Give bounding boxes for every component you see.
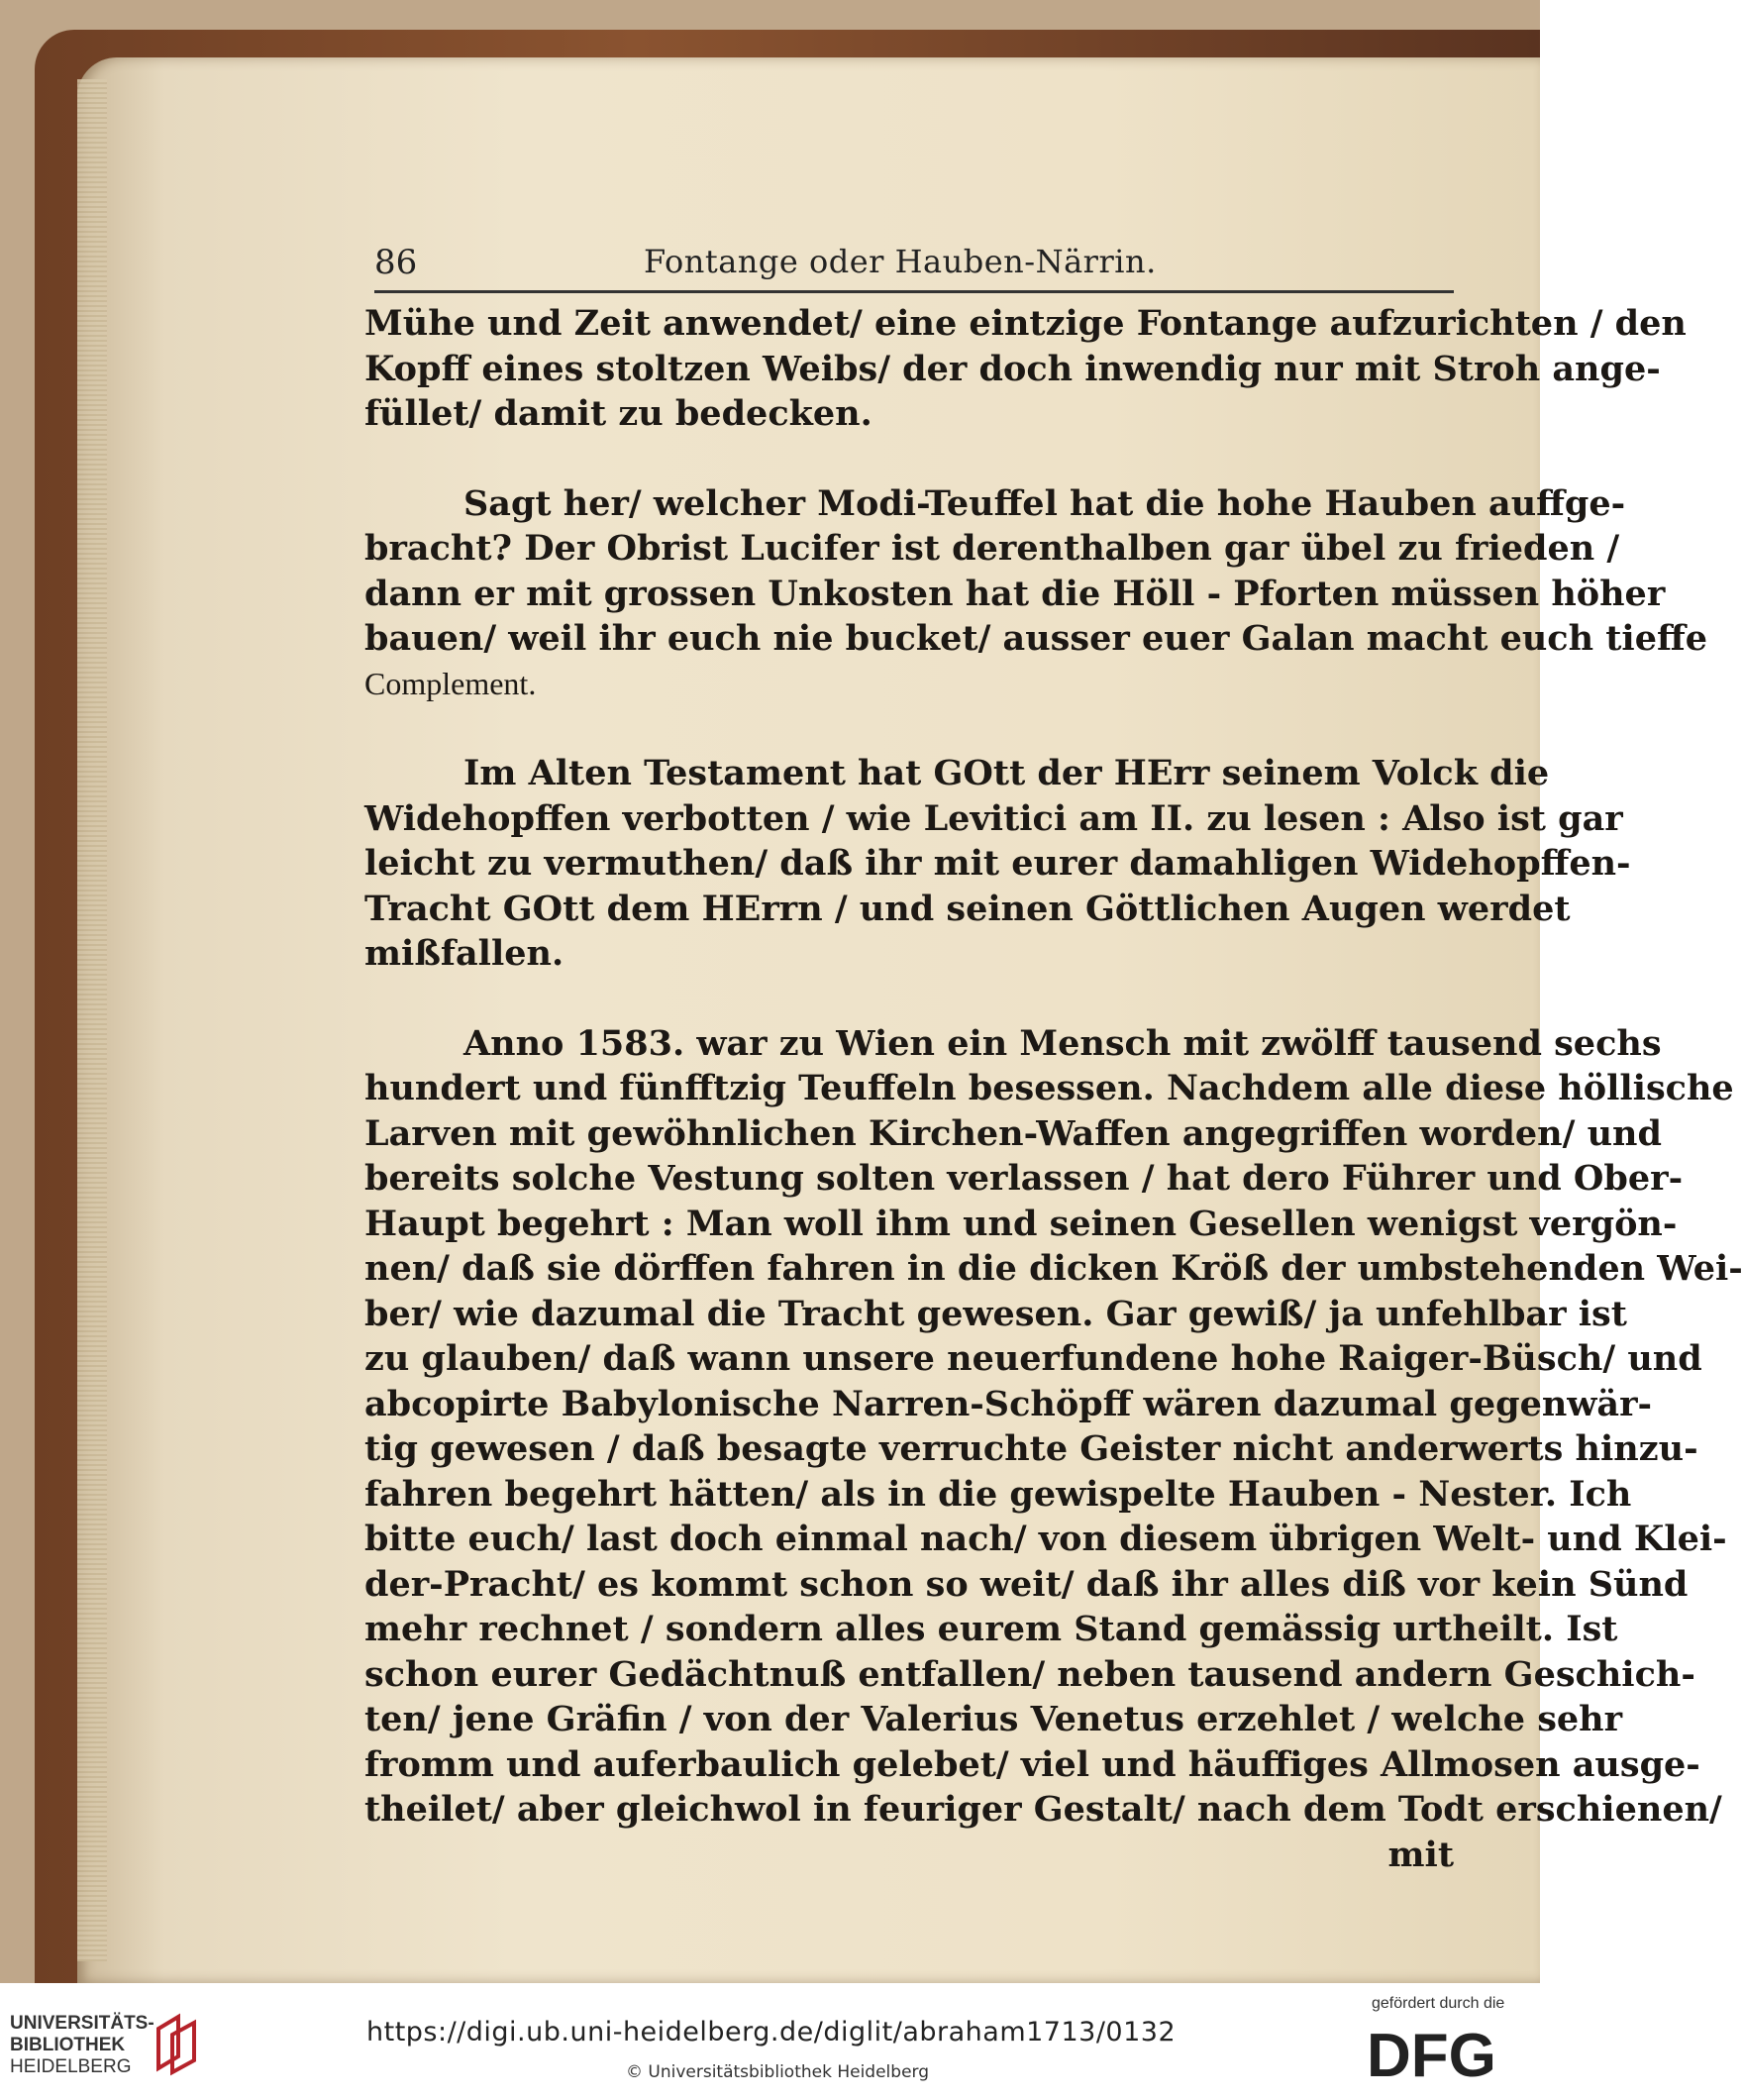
- header-rule: [374, 290, 1454, 293]
- dfg-logo-text: DFG: [1367, 2022, 1496, 2090]
- text-line: zu glauben/ daß wann unsere neuerfundene hohe Raiger-Büsch/ und: [364, 1338, 1702, 1379]
- page-edges: [77, 79, 107, 1961]
- text-line: leicht zu vermuthen/ daß ihr mit eurer damahligen Widehopffen-: [364, 843, 1631, 884]
- text-line: Widehopffen verbotten / wie Levitici am II. zu lesen : Also ist gar: [364, 797, 1623, 839]
- text-line: füllet/ damit zu bedecken.: [364, 393, 872, 434]
- text-line: ber/ wie dazumal die Tracht gewesen. Gar gewiß/ ja unfehlbar ist: [364, 1293, 1627, 1334]
- funding-note: gefördert durch die: [1372, 1995, 1505, 2012]
- library-name-line3: HEIDELBERG: [10, 2056, 132, 2077]
- text-line: theilet/ aber gleichwol in feuriger Gestalt/ nach dem Todt erschienen/: [364, 1789, 1722, 1830]
- text-line: mißfallen.: [364, 933, 564, 974]
- text-line: der-Pracht/ es kommt schon so weit/ daß ihr alles diß vor kein Sünd: [364, 1563, 1689, 1605]
- text-line: tig gewesen / daß besagte verruchte Geister nicht anderwerts hinzu-: [364, 1428, 1698, 1469]
- body-text: [364, 301, 1743, 1877]
- text-line: Tracht GOtt dem HErrn / und seinen Göttlichen Augen werdet: [364, 888, 1571, 929]
- dfg-logo-icon: [1367, 2021, 1525, 2090]
- text-line: Mühe und Zeit anwendet/ eine eintzige Fontange aufzurichten / den: [364, 303, 1687, 344]
- text-line: bitte euch/ last doch einmal nach/ von diesem übrigen Welt- und Klei-: [364, 1519, 1727, 1559]
- text-line: bauen/ weil ihr euch nie bucket/ ausser euer Galan macht euch tieffe: [364, 618, 1707, 659]
- text-line: bereits solche Vestung solten verlassen / hat dero Führer und Ober-: [364, 1158, 1684, 1199]
- library-name-line2: BIBLIOTHEK: [10, 2035, 126, 2055]
- paragraph-gap: [364, 977, 1454, 1021]
- paragraph-gap: [364, 437, 1454, 481]
- text-line: Anno 1583. war zu Wien ein Mensch mit zwölff tausend sechs: [463, 1022, 1662, 1064]
- running-title: Fontange oder Hauben-Närrin.: [644, 243, 1157, 280]
- running-header: [374, 243, 1464, 302]
- copyright-notice: © Universitätsbibliothek Heidelberg: [626, 2062, 930, 2082]
- viewer-footer: [0, 1983, 1540, 2100]
- text-line: mehr rechnet / sondern alles eurem Stand gemässig urtheilt. Ist: [364, 1609, 1618, 1649]
- text-line: Larven mit gewöhnlichen Kirchen-Waffen angegriffen worden/ und: [364, 1112, 1662, 1154]
- library-logo-icon: [149, 2009, 208, 2078]
- text-line: Sagt her/ welcher Modi-Teuffel hat die hohe Hauben auffge-: [463, 482, 1626, 524]
- text-line: Haupt begehrt : Man woll ihm und seinen Gesellen wenigst vergön-: [364, 1203, 1678, 1244]
- text-line: fromm und auferbaulich gelebet/ viel und häuffiges Allmosen ausge-: [364, 1743, 1700, 1785]
- text-line: Kopff eines stoltzen Weibs/ der doch inwendig nur mit Stroh ange-: [364, 348, 1661, 389]
- text-line: ten/ jene Gräfin / von der Valerius Venetus erzehlet / welche sehr: [364, 1699, 1623, 1739]
- library-logo-text: [10, 2013, 154, 2078]
- paragraph-gap: [364, 706, 1454, 751]
- text-line: hundert und fünfftzig Teuffeln besessen. Nachdem alle diese höllische: [364, 1068, 1734, 1108]
- text-line: abcopirte Babylonische Narren-Schöpff wären dazumal gegenwär-: [364, 1383, 1653, 1424]
- text-line: dann er mit grossen Unkosten hat die Höll - Pforten müssen höher: [364, 573, 1666, 614]
- text-line: nen/ daß sie dörffen fahren in die dicken Kröß der umbstehenden Wei-: [364, 1248, 1743, 1289]
- text-line: Im Alten Testament hat GOtt der HErr seinem Volck die: [463, 753, 1550, 793]
- permalink-url[interactable]: https://digi.ub.uni-heidelberg.de/diglit/abraham1713/0132: [366, 2017, 1177, 2048]
- text-line: fahren begehrt hätten/ als in die gewispelte Hauben - Nester. Ich: [364, 1473, 1632, 1515]
- text-line: mit: [1387, 1834, 1454, 1875]
- library-name-line1: UNIVERSITÄTS-: [10, 2013, 154, 2034]
- text-line: bracht? Der Obrist Lucifer ist derenthalben gar übel zu frieden /: [364, 528, 1620, 569]
- page-number: 86: [374, 243, 418, 282]
- text-line: schon eurer Gedächtnuß entfallen/ neben tausend andern Geschich-: [364, 1653, 1695, 1695]
- text-line: Complement.: [364, 665, 537, 701]
